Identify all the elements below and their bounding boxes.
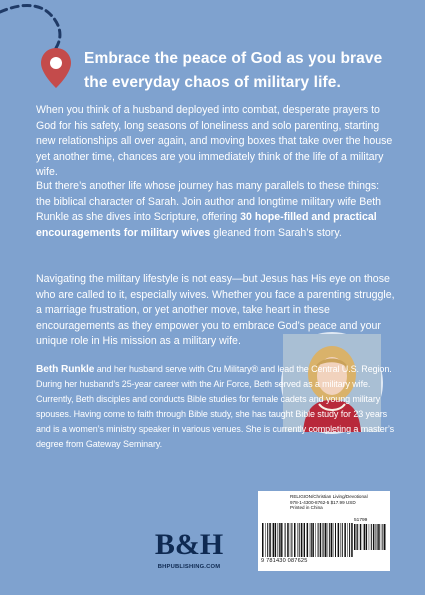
barcode-bar <box>310 523 311 557</box>
barcode-bar <box>348 523 349 557</box>
map-pin-icon <box>39 46 73 90</box>
barcode-bar <box>279 523 280 557</box>
barcode-bar <box>364 524 365 550</box>
barcode-bar <box>377 524 378 550</box>
printed-text: Printed in China <box>290 505 323 511</box>
barcode-panel <box>258 491 390 571</box>
barcode-bar <box>371 524 372 550</box>
barcode-bar <box>328 523 329 557</box>
barcode-bar <box>262 523 264 557</box>
barcode-bar <box>329 523 330 557</box>
barcode-bar <box>269 523 271 557</box>
description-paragraph-2 <box>36 179 396 241</box>
barcode-bar <box>272 523 273 557</box>
logo-text: B&H <box>154 528 224 561</box>
barcode-bar <box>344 523 346 557</box>
barcode-bar <box>340 523 341 557</box>
barcode-bar <box>294 523 296 557</box>
barcode-addon <box>354 524 386 550</box>
author-bio-text: and her husband serve with Cru Military® and lead the Central U.S. Region. During her husband’s 25-year career with the Air Force, Beth served as a military wife. Currently, Beth disciples and conducts Bible studies for female cadets and young military spouses. Having come to faith through Bible study, she has taught Bible study for 23 years and is a women’s ministry speaker in various venues. She is currently completing a master’s degree from Gateway Seminary. <box>36 364 395 449</box>
barcode-bar <box>275 523 277 557</box>
barcode-meta <box>290 494 388 511</box>
barcode-bar <box>363 524 364 550</box>
barcode-bar <box>335 523 336 557</box>
barcode-bar <box>325 523 327 557</box>
barcode-bar <box>349 523 350 557</box>
barcode-bar <box>378 524 380 550</box>
barcode-bar <box>333 523 334 557</box>
paragraph-2-bold: 30 hope-filled and practical encouragements for military wives <box>36 211 377 239</box>
barcode-bar <box>265 523 266 557</box>
barcode-bar <box>287 523 289 557</box>
author-bio <box>36 362 396 452</box>
barcode-main <box>262 523 352 557</box>
barcode-bar <box>301 523 303 557</box>
barcode-bar <box>381 524 382 550</box>
bh-logo-icon <box>154 522 224 562</box>
barcode-bar <box>316 523 317 557</box>
paragraph-2-text-a: But there’s another life whose journey has many parallels to these things: the biblical character of Sarah. Join author and longtime military wife Beth Runkle as she dives into Scripture, offering <box>36 180 382 224</box>
barcode-bar <box>320 523 322 557</box>
barcode-bar <box>331 523 333 557</box>
barcode-bar <box>360 524 362 550</box>
description-paragraph-1: When you think of a husband deployed into combat, desperate prayers to God for his safety, long seasons of loneliness and solo parenting, starting new relationships all over again, and moving boxes that take over the house yet another time, chances are you immediately think of the life of a military wife. <box>36 104 393 179</box>
barcode-bar <box>297 523 298 557</box>
barcode-bar <box>291 523 292 557</box>
barcode-bar <box>267 523 268 557</box>
barcode-bar <box>307 523 309 557</box>
barcode-bar <box>303 523 304 557</box>
price-code: 51799 <box>354 518 368 523</box>
barcode-digits: 9 781430 087625 <box>261 558 308 564</box>
publisher-url: BHPUBLISHING.COM <box>157 564 221 570</box>
barcode-bar <box>357 524 358 550</box>
barcode-bar <box>384 524 386 550</box>
barcode-bar <box>290 523 291 557</box>
barcode-bar <box>318 523 319 557</box>
barcode-bar <box>382 524 383 550</box>
barcode-bar <box>342 523 343 557</box>
barcode-bar <box>356 524 357 550</box>
author-name: Beth Runkle <box>36 364 95 375</box>
barcode-bar <box>277 523 278 557</box>
barcode-bar <box>311 523 312 557</box>
barcode-bar <box>273 523 274 557</box>
description-paragraph-3: Navigating the military lifestyle is not easy—but Jesus has His eye on those who are called to it, especially wives. Whether you face a parenting struggle, a marriage frustration, or yet another move, take heart in these encouragements as they empower you to embrace God’s peace and your unique role in His mission as a military wife. <box>36 273 395 348</box>
barcode-bar <box>304 523 305 557</box>
headline: Embrace the peace of God as you brave the everyday chaos of military life. <box>84 50 383 91</box>
barcode-bar <box>280 523 282 557</box>
barcode-bar <box>351 523 353 557</box>
barcode-bar <box>366 524 368 550</box>
barcode-bar <box>322 523 323 557</box>
barcode-bar <box>373 524 375 550</box>
category-text: RELIGION/Christian Living/Devotional <box>290 494 368 499</box>
barcode-bar <box>323 523 324 557</box>
barcode-bar <box>283 523 284 557</box>
barcode-bar <box>376 524 377 550</box>
barcode-bar <box>299 523 300 557</box>
publisher-logo <box>156 522 222 570</box>
barcode-bar <box>312 523 314 557</box>
barcode-bar <box>354 524 356 550</box>
barcode-bar <box>338 523 340 557</box>
barcode-bar <box>285 523 286 557</box>
barcode-bar <box>369 524 370 550</box>
isbn-price-text: 978-1-4300-8762-5 $17.99 USD <box>290 499 356 505</box>
paragraph-2-text-b: gleaned from Sarah’s story. <box>210 226 342 239</box>
